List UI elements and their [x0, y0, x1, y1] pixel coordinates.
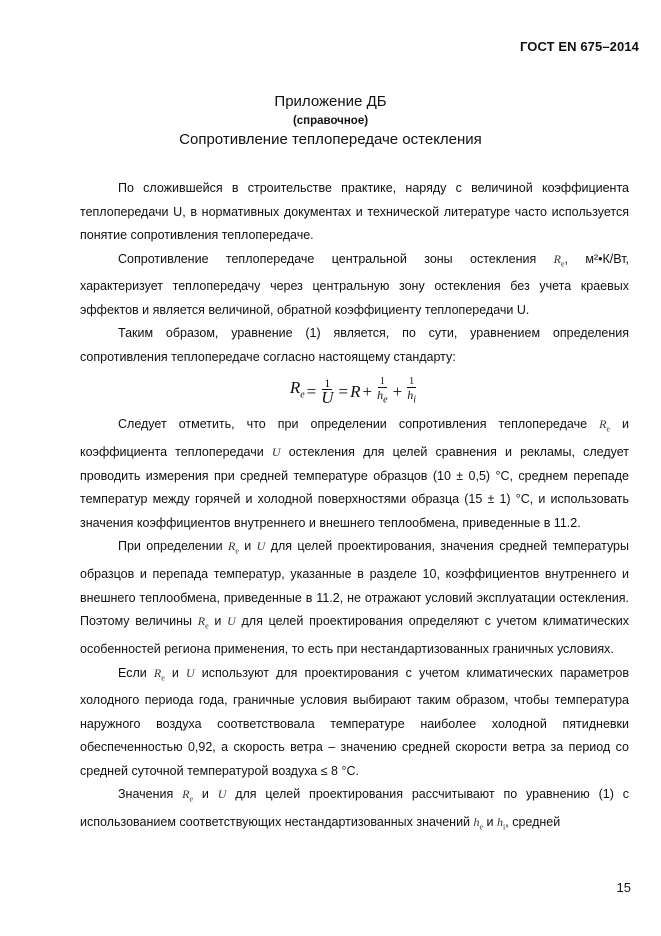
- formula-r: R: [350, 381, 361, 401]
- formula-re: [80, 369, 629, 413]
- paragraph-2: [80, 248, 629, 323]
- symbol-u: U: [256, 539, 266, 554]
- symbol-re: $R_e$: [553, 251, 565, 268]
- paragraph-5: При определении $R_e$ и U для целей проектирования, значения средней температуры образцов и перепада температур, указанные в разделе 10, коэффициентов внутреннего и внешнего теплообмена, приведенные в 11.2, не отражают условий эксплуатации остекления. Поэтому величины $R_e$ и U для целей проектирования определяют с учетом климатических особенностей региона применения, то есть при нестандартизованных граничных условиях.: [80, 539, 630, 657]
- formula-frac-he: $\frac{1}{h_e}$: [377, 375, 388, 406]
- text-run: Сопротивление теплопередаче центральной зоны остекления: [118, 251, 554, 266]
- symbol-u: U: [271, 445, 281, 460]
- formula-frac-u: $\frac{1}{U}$: [321, 375, 334, 407]
- symbol-re: $R_e$: [153, 665, 165, 682]
- formula-plus: +: [362, 381, 373, 401]
- formula-lhs: $R_e$: [289, 377, 305, 401]
- text-run: , м²•К/Вт, характеризует теплопередачу через центральную зону остекления без учета краевых эффектов и является величиной, обратной коэффициенту теплопередачи U.: [80, 251, 630, 317]
- appendix-heading: Сопротивление теплопередаче остекления: [179, 131, 482, 148]
- paragraph-1: По сложившейся в строительстве практике, наряду с величиной коэффициента теплопередачи U, в нормативных документах и технической литературе часто используется понятие сопротивления теплопередаче.: [80, 181, 629, 242]
- page-number: 15: [616, 880, 631, 895]
- document-body: [80, 177, 629, 839]
- symbol-re: $R_e$: [599, 417, 610, 434]
- formula-frac-hi: $\frac{1}{h_i}$: [407, 375, 417, 406]
- symbol-hi: $h_i$: [497, 815, 506, 832]
- symbol-re: $R_e$: [227, 539, 239, 556]
- appendix-title: Приложение ДБ: [274, 93, 387, 110]
- symbol-re: $R_e$: [182, 787, 194, 804]
- paragraph-7: Значения $R_e$ и U для целей проектирования рассчитывают по уравнению (1) с использованием соответствующих нестандартизованных значений $h_e$ и $h_i$, средней: [80, 787, 630, 832]
- symbol-re: $R_e$: [197, 614, 209, 631]
- symbol-u: U: [186, 665, 195, 680]
- formula-plus: +: [392, 381, 403, 401]
- symbol-u: U: [227, 614, 236, 629]
- formula-equals: =: [306, 381, 317, 401]
- paragraph-6: Если $R_e$ и U используют для проектирования с учетом климатических параметров холодного периода года, граничные условия выбирают таким образом, чтобы температура наружного воздуха соответствовала температуре наиболее холодной пятидневки обеспеченностью 0,92, а скорость ветра – значению средней скорости ветра за период со средней суточной температурой воздуха ≤ 8 °С.: [80, 665, 629, 778]
- document-header-standard: ГОСТ EN 675–2014: [519, 39, 639, 54]
- paragraph-3: Таким образом, уравнение (1) является, по сути, уравнением определения сопротивления теплопередаче согласно настоящему стандарту:: [80, 326, 629, 364]
- symbol-he: $h_e$: [473, 815, 484, 832]
- paragraph-4: Следует отметить, что при определении сопротивления теплопередаче $R_e$ и коэффициента теплопередачи U остекления для целей сравнения и рекламы, следует проводить измерения при средней температуре образцов (10 ± 0,5) °С, среднем перепаде температур между горячей и холодной поверхностями образца (15 ± 1) °С, и использовать значения коэффициентов внутреннего и внешнего теплообмена, приведенные в 11.2.: [80, 417, 629, 530]
- symbol-u: U: [217, 787, 227, 802]
- appendix-kind: (справочное): [292, 115, 369, 127]
- formula-equals: =: [338, 381, 349, 401]
